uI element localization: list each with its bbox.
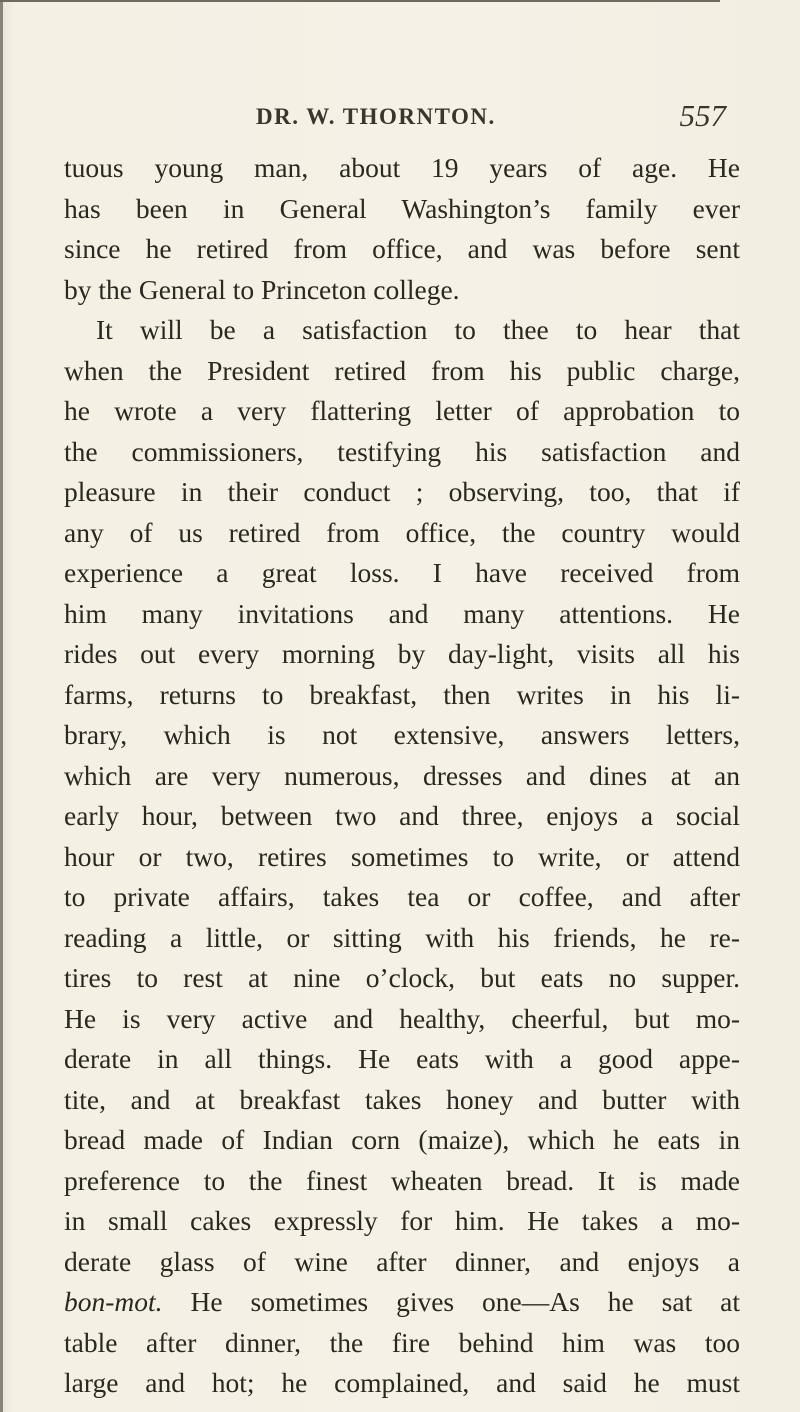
body-text: [64, 148, 740, 1404]
text-line: by the General to Princeton college.: [64, 273, 460, 305]
text-line: pleasure in their conduct ; observing, too, that if: [64, 476, 740, 507]
text-line: early hour, between two and three, enjoys a social: [64, 800, 740, 831]
text-line: It will be a satisfaction to thee to hear that: [96, 314, 740, 345]
page-top-edge: [0, 0, 720, 2]
text-line: which are very numerous, dresses and dines at an: [64, 759, 740, 791]
text-line: since he retired from office, and was before sent: [64, 233, 740, 264]
text-line: [64, 1282, 740, 1323]
text-line-rest: He sometimes gives one—As he sat at: [162, 1286, 740, 1317]
text-line: any of us retired from office, the country would: [64, 516, 740, 548]
text-line: has been in General Washington’s family ever: [64, 192, 740, 224]
text-line: tires to rest at nine o’clock, but eats no supper.: [64, 962, 740, 993]
text-line: tuous young man, about 19 years of age. He: [64, 152, 740, 183]
text-line: in small cakes expressly for him. He takes a mo-: [64, 1205, 740, 1236]
text-line: He is very active and healthy, cheerful, but mo-: [64, 1002, 740, 1034]
text-line: he wrote a very flattering letter of approbation to: [64, 395, 740, 426]
running-head: DR. W. THORNTON.: [256, 104, 496, 129]
text-line: the commissioners, testifying his satisfaction and: [64, 435, 740, 467]
text-line: tite, and at breakfast takes honey and butter with: [64, 1083, 740, 1115]
italic-phrase: bon-mot.: [64, 1286, 163, 1317]
text-line: him many invitations and many attentions. He: [64, 597, 740, 629]
text-line: large and hot; he complained, and said he must: [64, 1367, 740, 1398]
text-line: preference to the finest wheaten bread. It is made: [64, 1164, 740, 1196]
text-line: bread made of Indian corn (maize), which he eats in: [64, 1124, 740, 1155]
text-line: table after dinner, the fire behind him was too: [64, 1326, 740, 1358]
text-line: experience a great loss. I have received from: [64, 557, 740, 588]
page-header: [256, 98, 726, 140]
text-line: when the President retired from his public charge,: [64, 354, 740, 386]
text-line: derate glass of wine after dinner, and enjoys a: [64, 1245, 740, 1277]
text-line: farms, returns to breakfast, then writes in his li-: [64, 678, 740, 710]
page-left-edge: [0, 0, 3, 1412]
text-line: reading a little, or sitting with his friends, he re-: [64, 921, 740, 953]
text-line: to private affairs, takes tea or coffee, and after: [64, 881, 740, 912]
text-line: rides out every morning by day-light, visits all his: [64, 638, 740, 669]
text-line: hour or two, retires sometimes to write, or attend: [64, 840, 740, 872]
page-number: 557: [679, 98, 726, 133]
text-line: brary, which is not extensive, answers letters,: [64, 719, 740, 750]
text-line: derate in all things. He eats with a good appe-: [64, 1043, 740, 1074]
